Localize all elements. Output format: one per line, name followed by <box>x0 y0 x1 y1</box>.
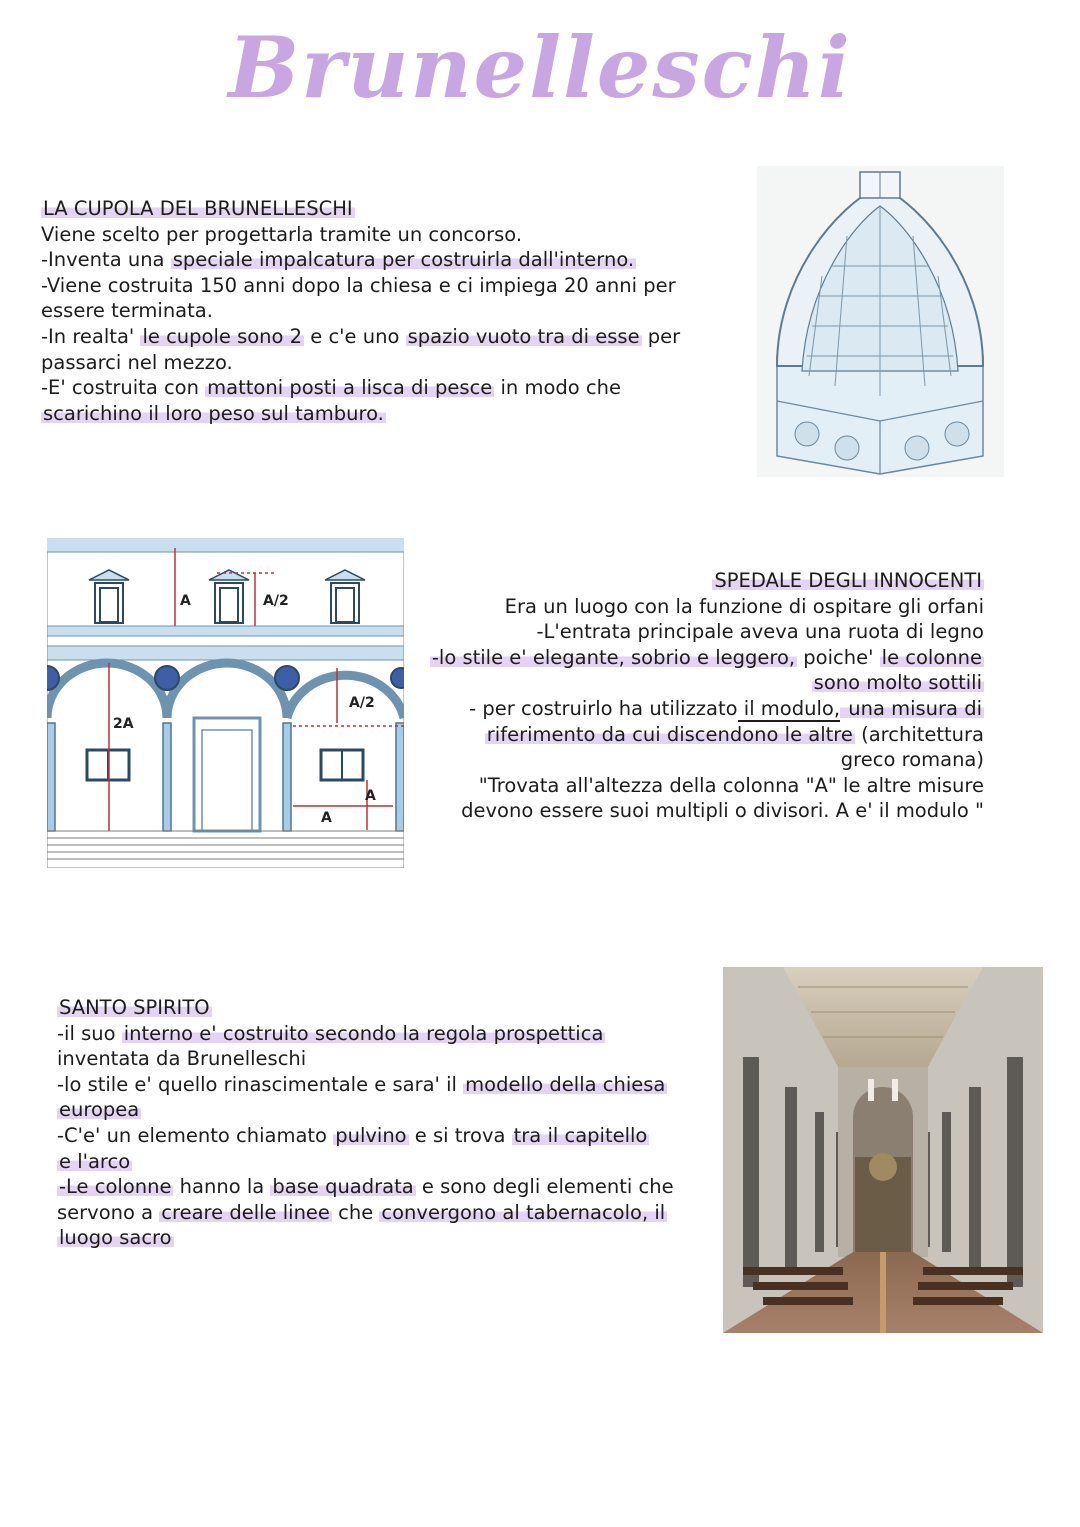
cupola-line: -E' costruita con <box>41 376 206 400</box>
spedale-line: greco romana) <box>840 748 984 772</box>
spedale-heading: SPEDALE DEGLI INNOCENTI <box>714 569 982 592</box>
santo-highlight: luogo sacro <box>59 1226 172 1250</box>
cupola-highlight: spazio vuoto tra di esse <box>407 324 640 348</box>
cupola-highlight: scarichino il loro peso sul tamburo. <box>43 401 384 425</box>
santo-highlight: pulvino <box>335 1123 407 1147</box>
measure-label-a: A <box>321 810 332 826</box>
santo-highlight: base quadrata <box>272 1175 414 1199</box>
santo-highlight: tra il capitello <box>513 1123 648 1147</box>
spedale-line: (architettura <box>854 722 984 746</box>
spedale-section <box>430 568 984 824</box>
santo-highlight: convergono al tabernacolo, il <box>381 1200 666 1224</box>
page-title: Brunelleschi <box>228 18 852 117</box>
measure-label-2a: 2A <box>113 716 134 732</box>
santo-highlight: modello della chiesa <box>465 1072 666 1096</box>
cupola-section <box>41 196 680 426</box>
measure-label-a-half: A/2 <box>263 593 289 609</box>
cupola-line: in modo che <box>494 376 621 400</box>
cupola-line: essere terminata. <box>41 299 213 323</box>
santo-spirito-interior-photo <box>723 967 1043 1333</box>
cupola-line: -Inventa una <box>41 248 171 272</box>
santo-line: inventata da Brunelleschi <box>57 1047 307 1071</box>
measure-label-a-half: A/2 <box>349 695 375 711</box>
santo-heading: SANTO SPIRITO <box>59 996 210 1019</box>
measure-label-a: A <box>365 788 376 804</box>
santo-highlight: interno e' costruito secondo la regola prospettica <box>123 1021 604 1045</box>
cupola-line: -Viene costruita 150 anni dopo la chiesa e ci impiega 20 anni per <box>41 273 676 297</box>
spedale-line: Era un luogo con la funzione di ospitare gli orfani <box>504 594 984 618</box>
cupola-highlight: mattoni posti a lisca di pesce <box>207 376 493 400</box>
cupola-line: passarci nel mezzo. <box>41 350 233 374</box>
santo-highlight: -Le colonne <box>59 1175 172 1199</box>
dome-illustration <box>757 166 1004 477</box>
cupola-highlight: speciale impalcatura per costruirla dall'interno. <box>172 248 635 272</box>
santo-line: e sono degli elementi che <box>415 1175 674 1199</box>
cupola-highlight: le cupole sono 2 <box>142 324 303 348</box>
cupola-line: per <box>641 324 681 348</box>
santo-line: -C'e' un elemento chiamato <box>57 1123 334 1147</box>
spedale-facade-diagram <box>47 538 404 868</box>
spedale-highlight: sono molto sottili <box>813 671 982 695</box>
spedale-line: poiche' <box>797 645 880 669</box>
cupola-line: -In realta' <box>41 324 141 348</box>
spedale-line: -L'entrata principale aveva una ruota di legno <box>536 620 984 644</box>
cupola-heading: LA CUPOLA DEL BRUNELLESCHI <box>43 197 353 220</box>
santo-line: che <box>331 1200 380 1224</box>
spedale-highlight: le colonne <box>881 645 982 669</box>
cupola-line: Viene scelto per progettarla tramite un concorso. <box>41 222 523 246</box>
spedale-highlight: -lo stile e' elegante, sobrio e leggero, <box>431 645 796 669</box>
santo-highlight: europea <box>59 1098 140 1122</box>
santo-line: e si trova <box>408 1123 512 1147</box>
santo-line: -il suo <box>57 1021 122 1045</box>
spedale-underline: il modulo, <box>737 696 841 720</box>
spedale-line: devono essere suoi multipli o divisori. A e' il modulo " <box>461 799 984 823</box>
measure-label-a: A <box>180 593 191 609</box>
spedale-line: "Trovata all'altezza della colonna "A" le altre misure <box>478 773 984 797</box>
spedale-line: - per costruirlo ha utilizzato <box>469 696 738 720</box>
spedale-highlight: una misura di <box>842 696 982 720</box>
santo-highlight: e l'arco <box>59 1149 131 1173</box>
santo-spirito-section <box>57 995 674 1251</box>
santo-line: servono a <box>57 1200 160 1224</box>
santo-line: hanno la <box>173 1175 271 1199</box>
cupola-line: e c'e uno <box>304 324 406 348</box>
spedale-highlight: riferimento da cui discendono le altre <box>486 722 853 746</box>
santo-highlight: creare delle linee <box>161 1200 330 1224</box>
santo-line: -lo stile e' quello rinascimentale e sara' il <box>57 1072 464 1096</box>
